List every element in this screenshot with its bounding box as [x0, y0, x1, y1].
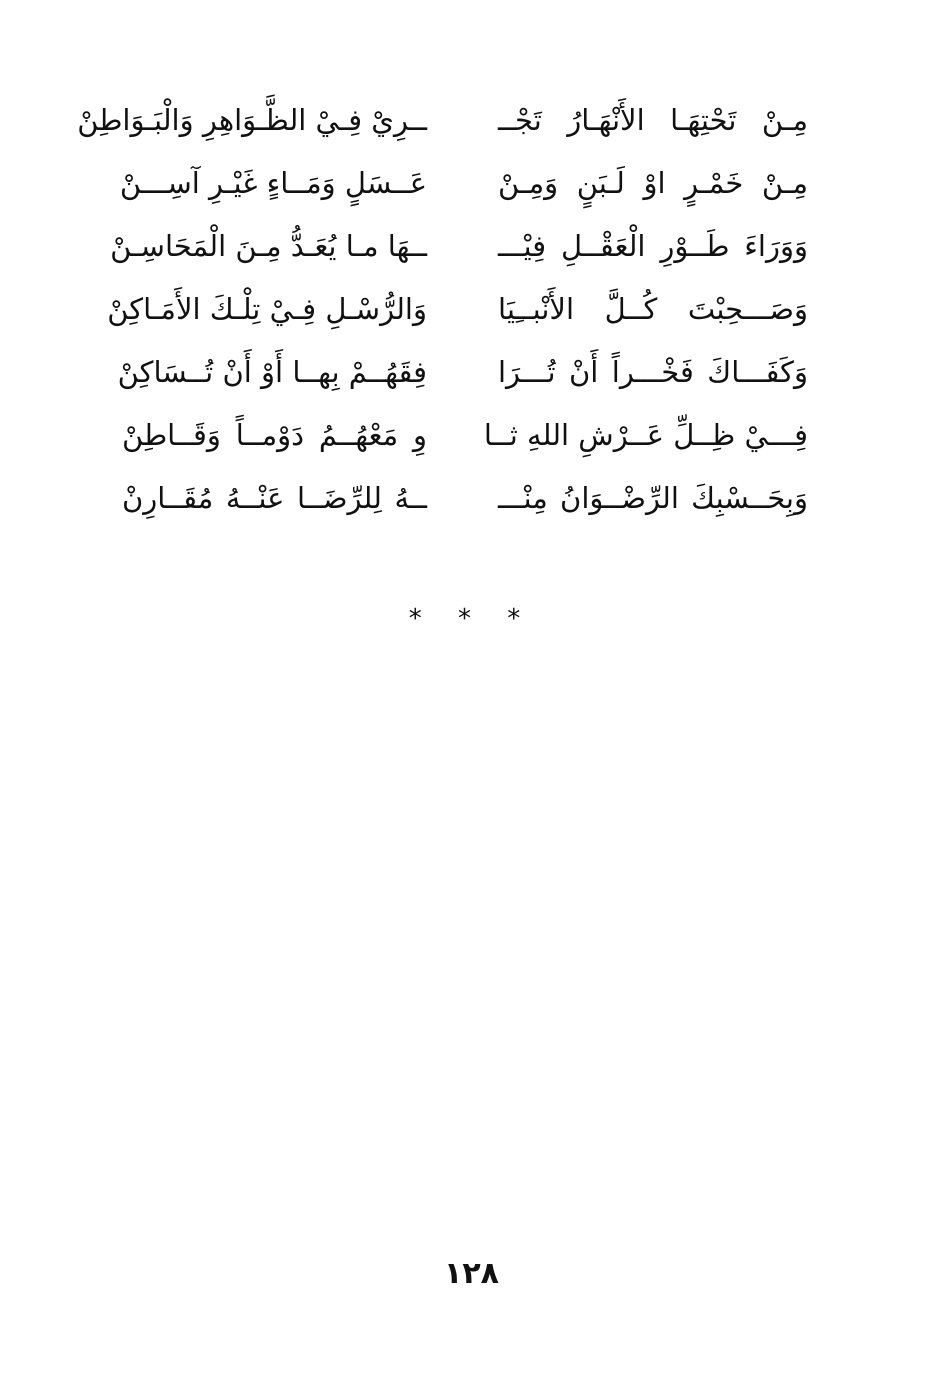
verse-3-second-hemistich: ــهَا مـا يُعَـدُّ مِـنَ الْمَحَاسِـنْ [110, 229, 427, 263]
verse-2-second-hemistich: عَــسَلٍ وَمَــاءٍ غَيْـرِ آسِـــنْ [119, 166, 427, 200]
verse-7 [110, 468, 830, 531]
verse-2 [110, 153, 830, 216]
section-divider: * * * [408, 604, 535, 634]
verse-1-second-hemistich: ــرِيْ فِـيْ الظَّـوَاهِرِ وَالْبَـوَاطِنْ [77, 103, 427, 137]
verse-5-second-hemistich: فِقَهُــمْ بِهــا أَوْ أَنْ تُــسَاكِنْ [117, 355, 427, 389]
verse-1 [77, 90, 830, 153]
verse-1-first-hemistich: مِـنْ تَحْتِهَـا الأَنْهَـارُ تَجْــ [498, 103, 808, 137]
page-number: ١٢٨ [444, 1256, 499, 1291]
verse-6-second-hemistich: وِ مَعْهُــمُ دَوْمــاً وَقَــاطِنْ [122, 418, 427, 452]
verse-6 [110, 405, 830, 468]
verse-4 [107, 279, 830, 342]
verse-7-first-hemistich: وَبِحَــسْبِكَ الرِّضْــوَانُ مِنْـــ [498, 481, 808, 515]
verse-2-first-hemistich: مِـنْ خَمْـرٍ اوْ لَـبَنٍ وَمِـنْ [498, 166, 808, 200]
verse-4-first-hemistich: وَصَـــحِبْتَ كُــلَّ الأَنْبــِيَا [498, 292, 808, 326]
verse-4-second-hemistich: وَالرُّسْـلِ فِـيْ تِلْـكَ الأَمَـاكِنْ [107, 292, 427, 326]
verse-3 [110, 216, 830, 279]
verse-7-second-hemistich: ــهُ لِلرِّضَــا عَنْــهُ مُقَــارِنْ [122, 481, 427, 515]
verse-5-first-hemistich: وَكَفَـــاكَ فَخْـــراً أَنْ تُـــرَا [498, 355, 808, 389]
verse-3-first-hemistich: وَوَرَاءَ طَــوْرِ الْعَقْــلِ فِيْـــ [498, 229, 808, 263]
verse-6-first-hemistich: فِـــيْ ظِــلِّ عَــرْشِ اللهِ ثــا [483, 418, 808, 452]
verse-5 [110, 342, 830, 405]
poem [77, 90, 830, 531]
